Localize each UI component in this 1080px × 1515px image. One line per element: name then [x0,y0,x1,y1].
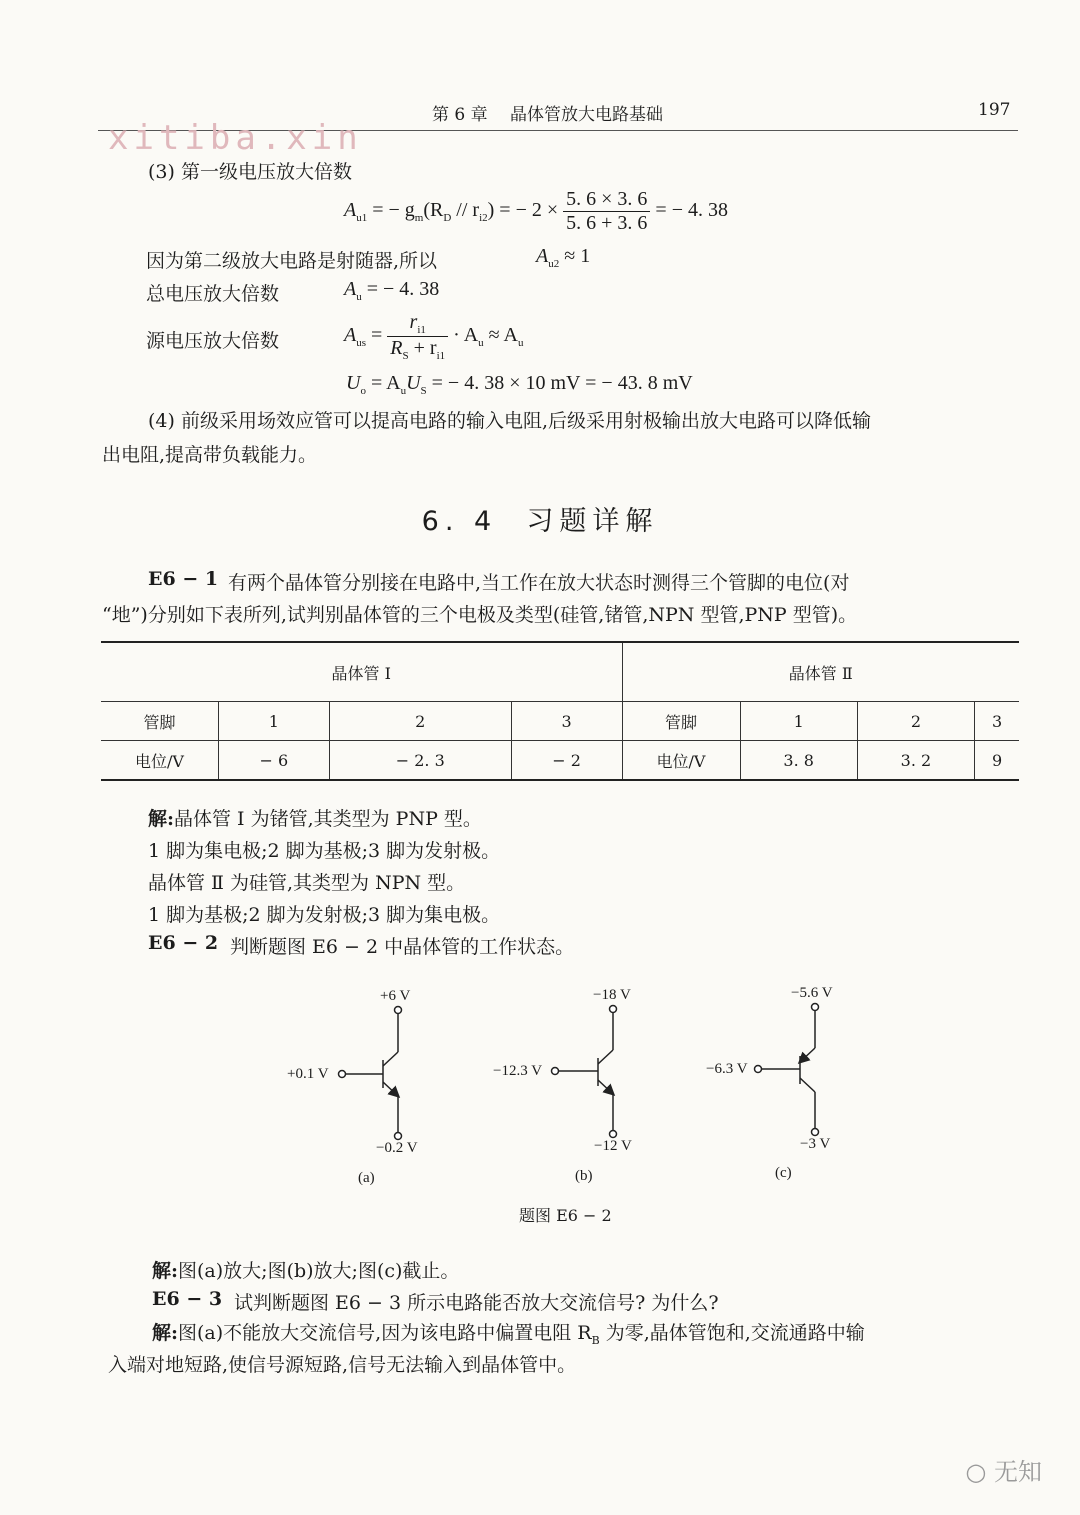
transistor-npn-a [339,1007,402,1140]
table-cell: 9 [975,741,1019,781]
brand-watermark: ○ 无知 [965,1458,1042,1486]
source-gain-label: 源电压放大倍数 [146,330,280,352]
e6-3-question: 试判断题图 E6 − 3 所示电路能否放大交流信号? 为什么? [234,1292,719,1314]
transistor-pnp-c [755,1004,819,1136]
circuit-a-collector-voltage: +6 V [380,988,411,1004]
e6-3-label: E6 − 3 [152,1288,223,1310]
circuit-c-collector-voltage: −5.6 V [791,985,833,1001]
table-cell: 3 [511,702,622,741]
table-cell: 1 [219,702,330,741]
second-stage-text: 因为第二级放大电路是射随器,所以 [146,250,438,272]
section-heading: 6. 4 习题详解 [421,506,659,537]
transistor-npn-b [552,1006,617,1138]
e6-1-answer-line1: 解:晶体管 I 为锗管,其类型为 PNP 型。 [148,808,482,830]
figure-caption: 题图 E6 − 2 [519,1206,612,1225]
pin-header-1: 管脚 [101,702,219,741]
circuit-c-emitter-voltage: −3 V [800,1136,831,1152]
table-cell: 2 [329,702,511,741]
e6-1-question-line2: “地”)分别如下表所列,试判别晶体管的三个电极及类型(硅管,锗管,NPN 型管,PNP 型管)。 [102,604,858,626]
au1-fraction: $\frac{5. 6 \times 3. 6}{5. 6 + 3. 6}$ [563,188,650,235]
table-cell: − 2. 3 [329,741,511,781]
circuit-a-emitter-voltage: −0.2 V [376,1140,418,1156]
circuit-a-caption: (a) [358,1170,375,1186]
solution-4-line2: 出电阻,提高带负载能力。 [102,444,318,466]
e6-1-answer-line4: 1 脚为基极;2 脚为发射极;3 脚为集电极。 [148,904,501,926]
e6-2-label: E6 − 2 [148,932,219,954]
group-transistor-1: 晶体管 I [101,642,622,702]
au1-equation: $A_{u1}$ = − $g_m(R_D // r_{i2})$ = − 2 × $\frac{5. 6 \times 3. 6}{5. 6 + 3. 6}$ = − 4. 38 [344,188,728,234]
source-gain-equation: $A_{us}$ = $\frac{r_{i1}}{R_S + r_{i1}}$ · $A_u \approx A_u$ [344,311,524,362]
table-cell: 3 [975,702,1019,741]
circuit-c-caption: (c) [775,1165,792,1181]
e6-1-question-line1: 有两个晶体管分别接在电路中,当工作在放大状态时测得三个管脚的电位(对 [228,572,850,594]
chat-bubble-icon: ○ [965,1458,987,1486]
circuit-b-emitter-voltage: −12 V [594,1138,632,1154]
table-cell: 3. 2 [857,741,974,781]
table-cell: 1 [740,702,857,741]
table-cell: 2 [857,702,974,741]
page-number: 197 [978,100,1011,120]
circuit-c-base-voltage: −6.3 V [706,1061,748,1077]
e6-1-label: E6 − 1 [148,568,219,590]
table-cell: − 2 [511,741,622,781]
chapter-number: 第 6 章 [432,105,488,125]
e6-3-answer-line2: 入端对地短路,使信号源短路,信号无法输入到晶体管中。 [108,1354,577,1376]
circuit-b-base-voltage: −12.3 V [493,1063,543,1079]
circuit-b-caption: (b) [575,1168,593,1184]
e6-3-answer-line1: 解:图(a)不能放大交流信号,因为该电路中偏置电阻 $R_B$ 为零,晶体管饱和,交流通路中输 [152,1322,865,1347]
table-cell: − 6 [219,741,330,781]
group-transistor-2: 晶体管 Ⅱ [622,642,1019,702]
solution-3-heading: (3) 第一级电压放大倍数 [148,161,352,183]
circuit-a-base-voltage: +0.1 V [287,1066,329,1082]
chapter-title: 晶体管放大电路基础 [510,105,663,125]
au2-equation: $A_{u2} \approx 1$ [536,245,591,270]
e6-1-answer-line3: 晶体管 Ⅱ 为硅管,其类型为 NPN 型。 [148,872,466,894]
e6-2-question: 判断题图 E6 − 2 中晶体管的工作状态。 [230,936,575,958]
pin-header-2: 管脚 [622,702,740,741]
circuit-b-collector-voltage: −18 V [593,987,631,1003]
output-voltage-equation: $U_o = A_uU_S$ = − 4. 38 × 10 mV = − 43. 8 mV [346,372,693,397]
potential-header-2: 电位/V [622,741,740,781]
watermark: xitiba.xin [108,118,363,158]
table-cell: 3. 8 [740,741,857,781]
solution-4-line1: (4) 前级采用场效应管可以提高电路的输入电阻,后级采用射极输出放大电路可以降低输 [148,410,871,432]
total-gain-label: 总电压放大倍数 [146,283,280,305]
total-gain-equation: $A_u$ = − 4. 38 [344,278,440,303]
e6-1-answer-line2: 1 脚为集电极;2 脚为基极;3 脚为发射极。 [148,840,501,862]
e6-2-answer: 解:图(a)放大;图(b)放大;图(c)截止。 [152,1260,460,1282]
potential-header-1: 电位/V [101,741,219,781]
